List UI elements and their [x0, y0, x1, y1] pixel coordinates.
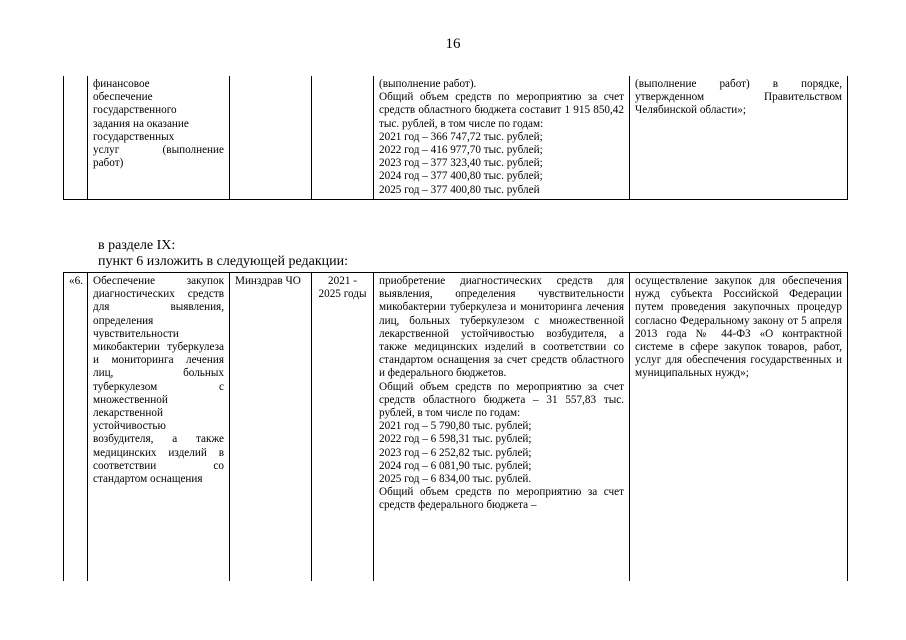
instruction-section: в разделе IX:	[98, 238, 176, 253]
text-line: 2023 год – 6 252,82 тыс. рублей;	[379, 446, 532, 459]
text-line: 2024 год – 377 400,80 тыс. рублей;	[379, 170, 543, 183]
row-number-cell: «6.	[64, 273, 88, 582]
basis-cell: осуществление закупок для обеспечения нужд субъекта Российской Федерации путем проведения закупочных процедур согласно Федеральному закону от 5 апреля 2013 года № 44-ФЗ «О контрактной системе в сфере закупок товаров, работ, услуг для обеспечения государственных и муниципальных нужд»;	[630, 273, 848, 582]
text-line: обеспечение	[93, 91, 153, 104]
text-line: 2021 год – 366 747,72 тыс. рублей;	[379, 130, 543, 143]
instruction-item: пункт 6 изложить в следующей редакции:	[98, 254, 348, 269]
text-line: 2021 год – 5 790,80 тыс. рублей;	[379, 420, 532, 433]
text-line: государственного	[93, 104, 177, 117]
basis-cell: (выполнение работ) в порядке, утвержденном Правительством Челябинской области»;	[630, 76, 848, 199]
event-name-cell: Обеспечение закупок диагностических средств для выявления, определения чувствительности микобактерии туберкулеза и мониторинга лечения лиц, больных туберкулезом с множественной лекарственной устойчивостью возбудителя, а также медицинских изделий в соответствии со стандартом оснащения	[88, 273, 230, 582]
text-line: услуг (выполнение	[93, 144, 224, 157]
text-line: задания на оказание	[93, 117, 189, 130]
table-row	[64, 76, 848, 199]
text-line: Общий объем средств по мероприятию за счет средств областного бюджета – 31 557,83 тыс. рублей, в том числе по годам:	[379, 380, 624, 420]
text-line: 2025 год – 6 834,00 тыс. рублей.	[379, 473, 532, 486]
text-line: работ)	[93, 157, 124, 170]
table-fragment-top	[63, 76, 848, 200]
text-line: государственных	[93, 130, 175, 143]
description-cell	[374, 76, 630, 199]
text-line: 2023 год – 377 323,40 тыс. рублей;	[379, 157, 543, 170]
text-line: Общий объем средств по мероприятию за счет средств федерального бюджета –	[379, 486, 624, 512]
page-number: 16	[445, 36, 461, 52]
table-fragment-bottom	[63, 272, 848, 581]
table-row	[64, 273, 848, 582]
row-number-cell	[64, 76, 88, 199]
period-cell: 2021 - 2025 годы	[312, 273, 374, 582]
text-line: 2024 год – 6 081,90 тыс. рублей;	[379, 459, 532, 472]
event-name-cell	[88, 76, 230, 199]
text-line: Общий объем средств по мероприятию за счет средств областного бюджета составит 1 915 850,42 тыс. рублей, в том числе по годам:	[379, 91, 624, 130]
description-cell	[374, 273, 630, 582]
period-cell	[312, 76, 374, 199]
text-line: приобретение диагностических средств для выявления, определения чувствительности микобактерии туберкулеза и мониторинга лечения лиц, больных туберкулезом с множественной лекарственной устойчивостью возбудителя, а также медицинских изделий в соответствии со стандартом оснащения за счет средств областного и федерального бюджетов.	[379, 275, 624, 380]
executor-cell	[230, 76, 312, 199]
text-line: финансовое	[93, 78, 150, 90]
text-line: 2022 год – 416 977,70 тыс. рублей;	[379, 144, 543, 157]
text-line: 2022 год – 6 598,31 тыс. рублей;	[379, 433, 532, 446]
text-line: (выполнение работ).	[379, 78, 477, 90]
executor-cell: Минздрав ЧО	[230, 273, 312, 582]
text-line: 2025 год – 377 400,80 тыс. рублей	[379, 183, 540, 196]
